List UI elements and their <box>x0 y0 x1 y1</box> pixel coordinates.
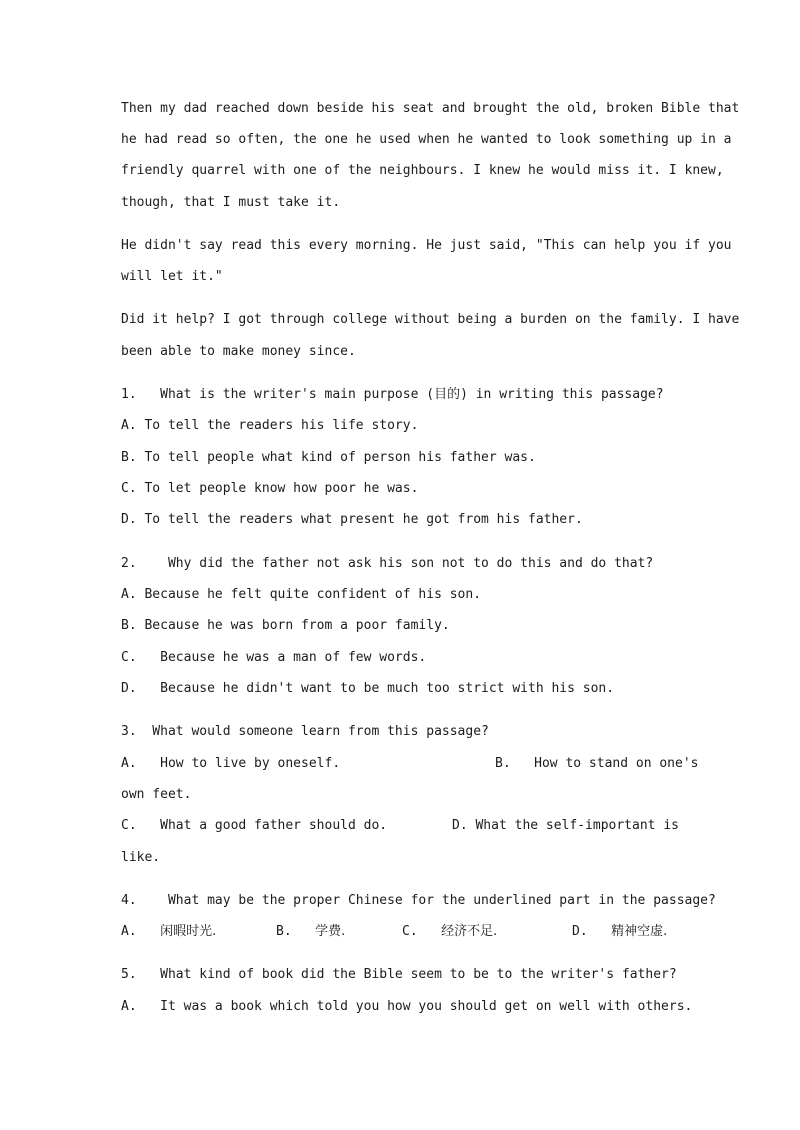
passage-line: will let it." <box>121 269 223 284</box>
question-4-option-b: B. 学费. <box>276 924 346 939</box>
question-1-stem: 1. What is the writer's main purpose (目的) in writing this passage? <box>121 387 664 402</box>
passage-line: Did it help? I got through college without being a burden on the family. I have <box>121 312 740 327</box>
question-2-option-d: D. Because he didn't want to be much too strict with his son. <box>121 681 615 696</box>
question-3-options-row-2 <box>121 818 691 834</box>
question-5-option-a: A. It was a book which told you how you should get on well with others. <box>121 999 693 1014</box>
question-3-option-c: C. What a good father should do. <box>121 818 388 833</box>
passage-line: he had read so often, the one he used when he wanted to look something up in a <box>121 132 732 147</box>
question-3-option-d: D. What the self-important is <box>452 818 679 833</box>
question-4-option-d: D. 精神空虚. <box>572 924 668 939</box>
question-2-option-a: A. Because he felt quite confident of his son. <box>121 587 482 602</box>
question-4-option-a: A. 闲暇时光. <box>121 924 217 939</box>
question-1-option-a: A. To tell the readers his life story. <box>121 418 419 433</box>
question-4-option-c: C. 经济不足. <box>402 924 498 939</box>
question-4-stem: 4. What may be the proper Chinese for the underlined part in the passage? <box>121 893 716 908</box>
question-2-stem: 2. Why did the father not ask his son not to do this and do that? <box>121 556 654 571</box>
question-3-option-b: B. How to stand on one's <box>495 756 699 771</box>
question-1-option-b: B. To tell people what kind of person his father was. <box>121 450 536 465</box>
passage-line: friendly quarrel with one of the neighbours. I knew he would miss it. I knew, <box>121 163 724 178</box>
passage-line: been able to make money since. <box>121 344 356 359</box>
question-3-option-b-continued: own feet. <box>121 787 192 802</box>
passage-line: though, that I must take it. <box>121 195 341 210</box>
question-4-options-row <box>121 924 691 940</box>
question-3-stem: 3. What would someone learn from this passage? <box>121 724 489 739</box>
question-2-option-b: B. Because he was born from a poor family. <box>121 618 450 633</box>
question-1-option-c: C. To let people know how poor he was. <box>121 481 419 496</box>
question-3-options-row-1 <box>121 756 699 772</box>
question-3-option-d-continued: like. <box>121 850 161 865</box>
question-3-option-a: A. How to live by oneself. <box>121 756 341 771</box>
question-1-option-d: D. To tell the readers what present he got from his father. <box>121 512 583 527</box>
question-5-stem: 5. What kind of book did the Bible seem to be to the writer's father? <box>121 967 677 982</box>
question-2-option-c: C. Because he was a man of few words. <box>121 650 427 665</box>
passage-line: Then my dad reached down beside his seat and brought the old, broken Bible that <box>121 101 740 116</box>
passage-line: He didn't say read this every morning. He just said, "This can help you if you <box>121 238 732 253</box>
